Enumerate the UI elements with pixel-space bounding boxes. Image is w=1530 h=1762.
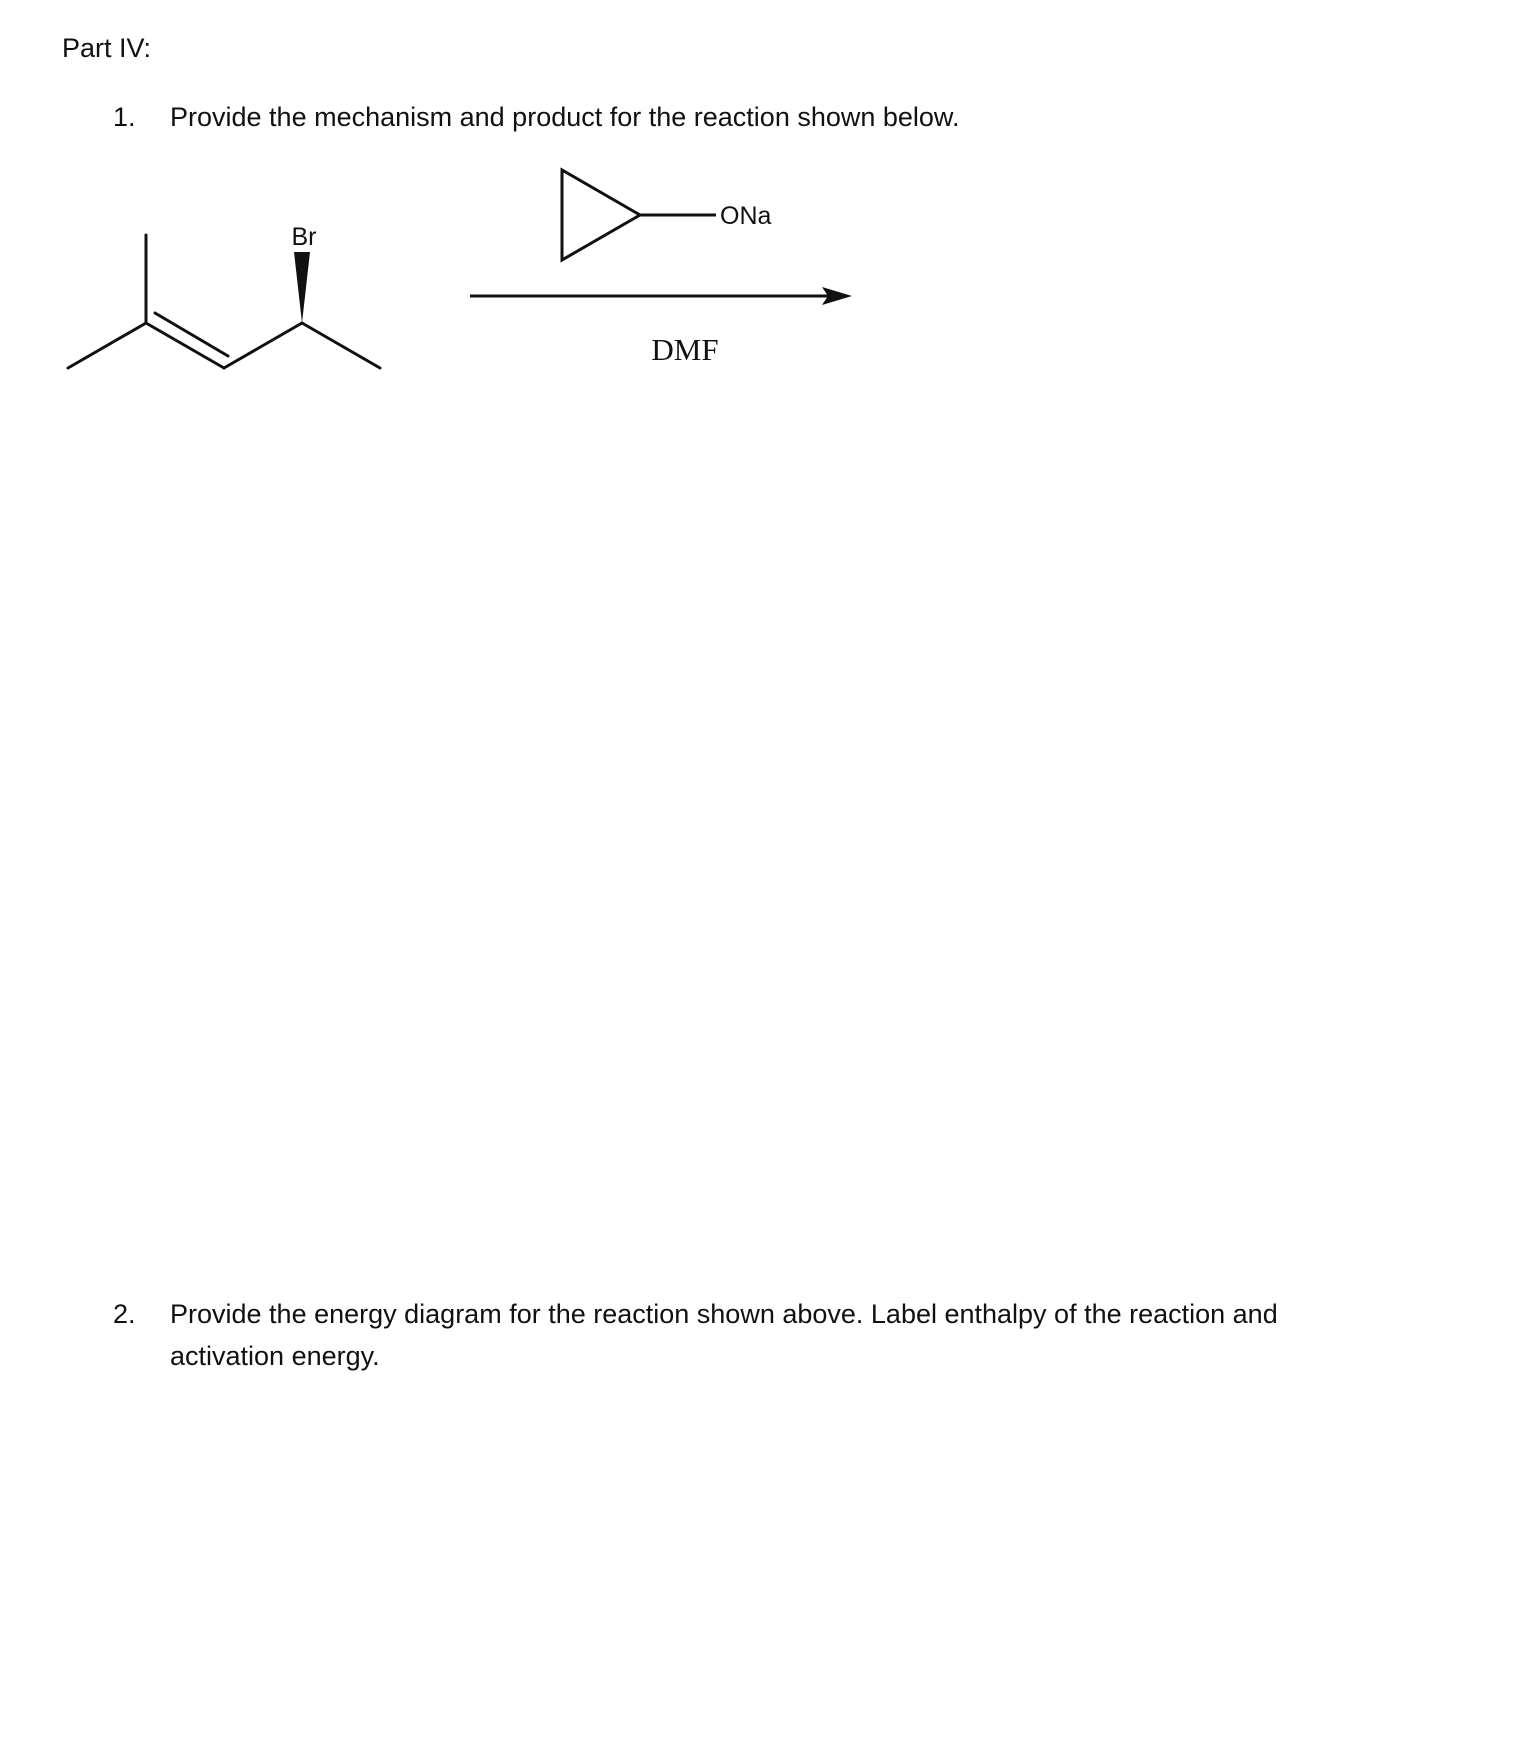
question-2-number: 2. <box>113 1299 136 1329</box>
part-title: Part IV: <box>62 33 152 63</box>
question-1-text: Provide the mechanism and product for the reaction shown below. <box>170 102 960 132</box>
methyl-bond-right <box>302 323 380 368</box>
substrate-structure <box>68 235 380 368</box>
question-2-text-line-2: activation energy. <box>170 1341 380 1371</box>
methyl-bond-left <box>68 323 146 368</box>
solvent-label: DMF <box>651 332 719 367</box>
question-1-number: 1. <box>113 102 136 132</box>
reagent-label: ONa <box>720 202 772 230</box>
cyclopropyl-ring <box>562 170 640 260</box>
reaction-scheme <box>0 150 920 390</box>
question-2 <box>113 1293 1278 1377</box>
bromine-label: Br <box>291 223 317 251</box>
reagent-structure <box>562 170 716 260</box>
wedge-bond-br <box>294 252 310 323</box>
question-2-text-line-1: Provide the energy diagram for the reaction shown above. Label enthalpy of the reaction and <box>170 1299 1278 1329</box>
question-1 <box>113 96 959 138</box>
chain-bond <box>224 323 302 368</box>
